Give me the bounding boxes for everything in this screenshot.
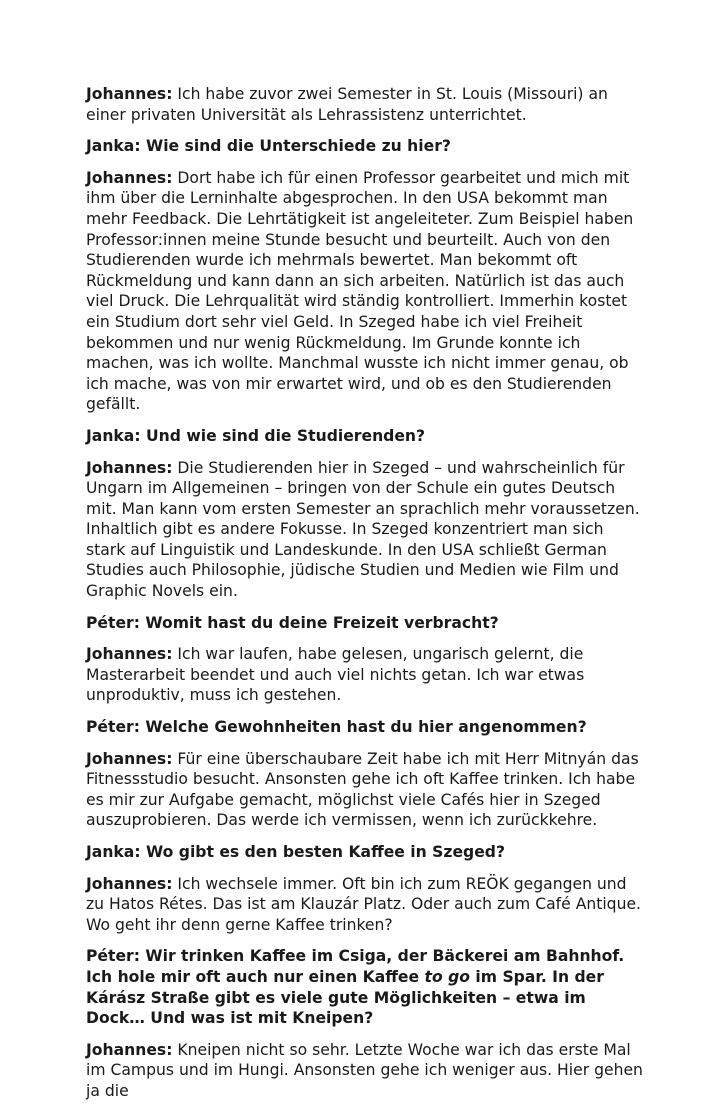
speaker-label: Johannes: (86, 874, 173, 893)
question-paragraph (86, 613, 646, 634)
speaker-label: Johannes: (86, 85, 173, 103)
question-text-continued: im Spar. In der Kárász Straße gibt es viele gute Möglichkeiten – etwa im Dock… Und was ist mit Kneipen? (86, 967, 604, 1028)
question-paragraph (86, 717, 646, 738)
speaker-label: Johannes: (86, 1040, 173, 1059)
speaker-label: Johannes: (86, 458, 173, 477)
question-text: Und wie sind die Studierenden? (140, 426, 426, 445)
answer-paragraph (86, 168, 646, 415)
question-text: Welche Gewohnheiten hast du hier angenommen? (139, 718, 587, 737)
speaker-label: Péter: (86, 718, 140, 737)
answer-text: Ich wechsele immer. Oft bin ich zum REÖK gegangen und zu Hatos Rétes. Das ist am Klauzár Platz. Oder auch zum Café Antique. Wo geht ihr denn gerne Kaffee trinken? (86, 874, 642, 934)
answer-text: Die Studierenden hier in Szeged – und wahrscheinlich für Ungarn im Allgemeinen – bringen von der Schule ein gutes Deutsch mit. Man kann vom ersten Semester an sprachlich mehr voraussetzen. Inhaltlich gibt es andere Fokusse. In Szeged konzentriert man sich stark auf Linguistik und Landeskunde. In den USA schließt German Studies auch Philosophie, jüdische Studien und Medien wie Film und Graphic Novels ein. (86, 458, 640, 601)
answer-text: Ich habe zuvor zwei Semester in St. Louis (Missouri) an einer privaten Universität als Lehrassistenz unterrichtet. (86, 85, 608, 124)
answer-paragraph (86, 644, 646, 706)
question-text: Womit hast du deine Freizeit verbracht? (139, 613, 499, 632)
question-paragraph (86, 136, 646, 157)
speaker-label: Johannes: (86, 168, 173, 187)
speaker-label: Péter: (86, 947, 140, 966)
answer-text: Ich war laufen, habe gelesen, ungarisch gelernt, die Masterarbeit beendet und auch viel nichts getan. Ich war etwas unproduktiv, muss ich gestehen. (86, 645, 585, 705)
answer-text: Dort habe ich für einen Professor gearbeitet und mich mit ihm über die Lerninhalte abgesprochen. In den USA bekommt man mehr Feedback. Die Lehrtätigkeit ist angeleiteter. Zum Beispiel haben Professor:innen meine Stunde besucht und beurteilt. Auch von den Studierenden wurde ich mehrmals bewertet. Man bekommt oft Rückmeldung und kann dann an sich arbeiten. Natürlich ist das auch viel Druck. Die Lehrqualität wird ständig kontrolliert. Immerhin kostet ein Studium dort sehr viel Geld. In Szeged habe ich viel Freiheit bekommen und nur wenig Rückmeldung. Im Grunde konnte ich machen, was ich wollte. Manchmal wusste ich nicht immer genau, ob ich mache, was von mir erwartet wird, und ob es den Studierenden gefällt. (86, 168, 634, 414)
speaker-label: Johannes: (86, 749, 173, 768)
answer-paragraph (86, 458, 646, 602)
speaker-label: Johannes: (86, 645, 173, 664)
answer-paragraph (86, 874, 646, 936)
question-text: Wir trinken Kaffee im Csiga, der Bäckerei am Bahnhof. Ich hole mir oft auch nur einen Kaffee (86, 947, 625, 986)
question-paragraph (86, 842, 646, 863)
question-text: Wie sind die Unterschiede zu hier? (140, 137, 451, 156)
answer-paragraph (86, 1040, 646, 1102)
answer-paragraph (86, 84, 646, 125)
speaker-label: Janka: (86, 843, 141, 861)
interview-document (86, 84, 646, 1113)
speaker-label: Janka: (86, 137, 141, 156)
question-text: Wo gibt es den besten Kaffee in Szeged? (140, 843, 505, 861)
speaker-label: Péter: (86, 613, 140, 632)
emphasized-phrase: to go (424, 967, 470, 986)
question-paragraph (86, 426, 646, 447)
answer-text: Kneipen nicht so sehr. Letzte Woche war ich das erste Mal im Campus und im Hungi. Ansonsten gehe ich weniger aus. Hier gehen ja die (86, 1040, 643, 1100)
answer-paragraph (86, 749, 646, 831)
answer-text: Für eine überschaubare Zeit habe ich mit Herr Mitnyán das Fitnessstudio besucht. Ansonsten gehe ich oft Kaffee trinken. Ich habe es mir zur Aufgabe gemacht, möglichst viele Cafés hier in Szeged auszuprobieren. Das werde ich vermissen, wenn ich zurückkehre. (86, 749, 639, 830)
speaker-label: Janka: (86, 426, 141, 445)
question-paragraph (86, 946, 646, 1028)
